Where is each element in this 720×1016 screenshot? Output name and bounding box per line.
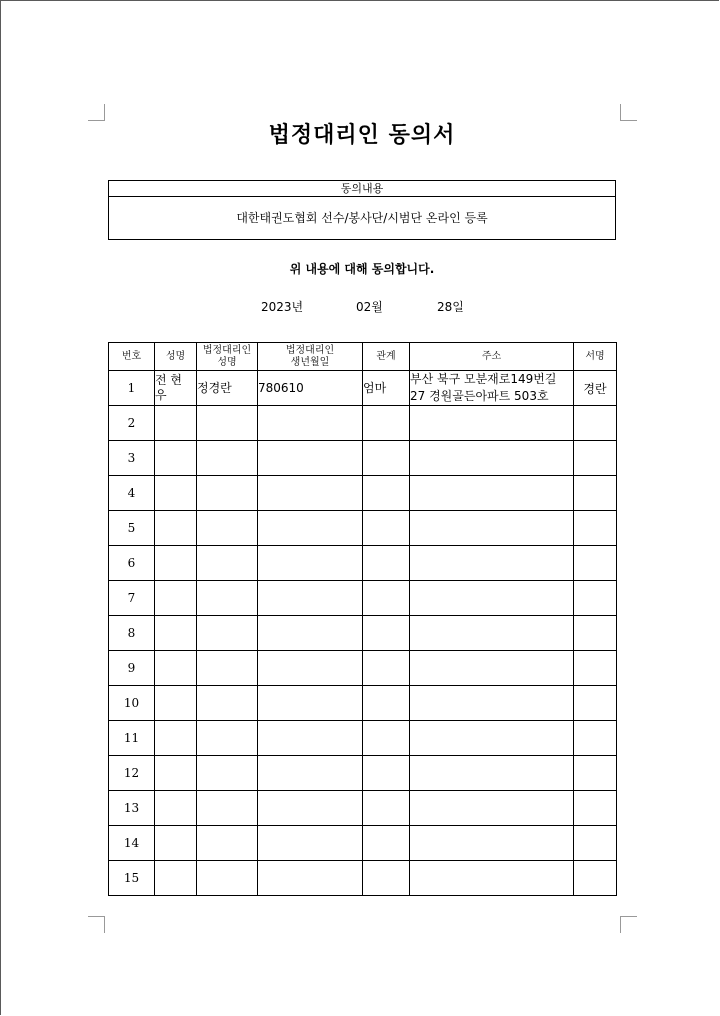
cell-name[interactable]: [155, 791, 197, 826]
cell-guardian-birth[interactable]: [258, 511, 363, 546]
cell-address[interactable]: [410, 441, 574, 476]
cell-address[interactable]: [410, 756, 574, 791]
cell-address[interactable]: [410, 651, 574, 686]
cell-signature[interactable]: [574, 581, 617, 616]
date-day[interactable]: 28일: [437, 300, 464, 314]
cell-number: 8: [109, 616, 155, 651]
consent-content[interactable]: 대한태권도협회 선수/봉사단/시범단 온라인 등록: [236, 211, 488, 225]
cell-guardian-birth[interactable]: [258, 686, 363, 721]
cell-signature[interactable]: [574, 546, 617, 581]
cell-guardian-birth[interactable]: [258, 406, 363, 441]
cell-signature[interactable]: [574, 791, 617, 826]
cell-guardian-name[interactable]: [197, 581, 258, 616]
cell-relation[interactable]: [363, 651, 410, 686]
cell-guardian-name[interactable]: [197, 616, 258, 651]
cell-relation[interactable]: [363, 546, 410, 581]
cell-address[interactable]: [410, 476, 574, 511]
crop-mark-top-left: [88, 104, 105, 121]
cell-relation[interactable]: [363, 861, 410, 896]
cell-relation[interactable]: [363, 441, 410, 476]
cell-guardian-birth[interactable]: 780610: [258, 371, 363, 406]
cell-address[interactable]: [410, 511, 574, 546]
cell-guardian-birth[interactable]: [258, 616, 363, 651]
cell-number: 1: [109, 371, 155, 406]
cell-signature[interactable]: [574, 476, 617, 511]
cell-address[interactable]: [410, 406, 574, 441]
cell-guardian-birth[interactable]: [258, 651, 363, 686]
cell-relation[interactable]: [363, 721, 410, 756]
header-address: 주소: [410, 343, 574, 371]
cell-guardian-name[interactable]: [197, 721, 258, 756]
cell-name[interactable]: 전 현 우: [155, 371, 197, 406]
cell-signature[interactable]: [574, 441, 617, 476]
cell-name[interactable]: [155, 651, 197, 686]
cell-guardian-name[interactable]: [197, 826, 258, 861]
cell-relation[interactable]: [363, 791, 410, 826]
consent-header: 동의내용: [109, 181, 615, 197]
cell-guardian-name[interactable]: [197, 791, 258, 826]
cell-number: 9: [109, 651, 155, 686]
table-row: [109, 406, 617, 441]
cell-address[interactable]: [410, 581, 574, 616]
agreement-statement: 위 내용에 대해 동의합니다.: [289, 262, 435, 276]
guardian-table: [108, 342, 617, 896]
cell-signature[interactable]: [574, 651, 617, 686]
cell-name[interactable]: [155, 686, 197, 721]
cell-name[interactable]: [155, 616, 197, 651]
cell-name[interactable]: [155, 581, 197, 616]
document-title: 법정대리인 동의서: [268, 123, 456, 148]
cell-number: 10: [109, 686, 155, 721]
cell-address[interactable]: [410, 861, 574, 896]
cell-guardian-birth[interactable]: [258, 756, 363, 791]
cell-guardian-name[interactable]: 정경란: [197, 371, 258, 406]
cell-guardian-birth[interactable]: [258, 546, 363, 581]
cell-guardian-birth[interactable]: [258, 826, 363, 861]
cell-name[interactable]: [155, 826, 197, 861]
date-year[interactable]: 2023년: [261, 300, 304, 314]
cell-relation[interactable]: [363, 826, 410, 861]
cell-relation[interactable]: [363, 476, 410, 511]
table-row: [109, 651, 617, 686]
cell-number: 12: [109, 756, 155, 791]
cell-guardian-birth[interactable]: [258, 791, 363, 826]
cell-signature[interactable]: [574, 861, 617, 896]
cell-signature[interactable]: [574, 406, 617, 441]
cell-name[interactable]: [155, 406, 197, 441]
header-name: 성명: [155, 343, 197, 371]
consent-box: [108, 180, 616, 240]
table-row: [109, 826, 617, 861]
table-row: [109, 476, 617, 511]
cell-number: 13: [109, 791, 155, 826]
header-number: 번호: [109, 343, 155, 371]
cell-number: 3: [109, 441, 155, 476]
cell-guardian-name[interactable]: [197, 546, 258, 581]
cell-address[interactable]: [410, 546, 574, 581]
cell-relation[interactable]: [363, 581, 410, 616]
crop-mark-top-right: [620, 104, 637, 121]
header-guardian-name: 법정대리인 성명: [197, 343, 258, 371]
table-row: [109, 861, 617, 896]
date-month[interactable]: 02월: [356, 300, 383, 314]
cell-number: 15: [109, 861, 155, 896]
table-row: [109, 791, 617, 826]
table-row: [109, 371, 617, 406]
cell-name[interactable]: [155, 756, 197, 791]
cell-address[interactable]: [410, 826, 574, 861]
cell-signature[interactable]: [574, 721, 617, 756]
crop-mark-bottom-left: [88, 916, 105, 933]
cell-number: 5: [109, 511, 155, 546]
cell-signature[interactable]: [574, 686, 617, 721]
table-row: [109, 441, 617, 476]
cell-number: 7: [109, 581, 155, 616]
cell-signature[interactable]: [574, 756, 617, 791]
cell-guardian-name[interactable]: [197, 686, 258, 721]
cell-address[interactable]: [410, 686, 574, 721]
cell-signature[interactable]: [574, 511, 617, 546]
cell-number: 2: [109, 406, 155, 441]
cell-name[interactable]: [155, 511, 197, 546]
header-relation: 관계: [363, 343, 410, 371]
cell-name[interactable]: [155, 546, 197, 581]
cell-guardian-name[interactable]: [197, 756, 258, 791]
table-row: [109, 756, 617, 791]
cell-address[interactable]: [410, 616, 574, 651]
cell-address[interactable]: [410, 721, 574, 756]
cell-relation[interactable]: 엄마: [363, 371, 410, 406]
cell-guardian-birth[interactable]: [258, 581, 363, 616]
cell-address[interactable]: 부산 북구 모분재로149번길 27 경원골든아파트 503호: [410, 371, 574, 406]
header-signature: 서명: [574, 343, 617, 371]
cell-number: 4: [109, 476, 155, 511]
cell-guardian-name[interactable]: [197, 406, 258, 441]
cell-guardian-birth[interactable]: [258, 476, 363, 511]
cell-guardian-name[interactable]: [197, 651, 258, 686]
table-row: [109, 721, 617, 756]
cell-signature[interactable]: [574, 826, 617, 861]
cell-relation[interactable]: [363, 686, 410, 721]
table-row: [109, 511, 617, 546]
cell-number: 6: [109, 546, 155, 581]
cell-name[interactable]: [155, 476, 197, 511]
cell-guardian-birth[interactable]: [258, 441, 363, 476]
cell-guardian-name[interactable]: [197, 441, 258, 476]
cell-name[interactable]: [155, 861, 197, 896]
cell-guardian-name[interactable]: [197, 511, 258, 546]
table-header-row: [109, 343, 617, 371]
cell-signature[interactable]: [574, 616, 617, 651]
table-row: [109, 581, 617, 616]
cell-relation[interactable]: [363, 616, 410, 651]
cell-relation[interactable]: [363, 511, 410, 546]
table-row: [109, 616, 617, 651]
cell-guardian-birth[interactable]: [258, 861, 363, 896]
cell-guardian-birth[interactable]: [258, 721, 363, 756]
cell-guardian-name[interactable]: [197, 476, 258, 511]
cell-guardian-name[interactable]: [197, 861, 258, 896]
cell-number: 11: [109, 721, 155, 756]
crop-mark-bottom-right: [620, 916, 637, 933]
cell-address[interactable]: [410, 791, 574, 826]
table-row: [109, 686, 617, 721]
cell-number: 14: [109, 826, 155, 861]
header-guardian-birth: 법정대리인 생년월일: [258, 343, 363, 371]
cell-name[interactable]: [155, 441, 197, 476]
cell-name[interactable]: [155, 721, 197, 756]
cell-relation[interactable]: [363, 406, 410, 441]
cell-relation[interactable]: [363, 756, 410, 791]
table-row: [109, 546, 617, 581]
cell-signature[interactable]: 경란: [574, 371, 617, 406]
